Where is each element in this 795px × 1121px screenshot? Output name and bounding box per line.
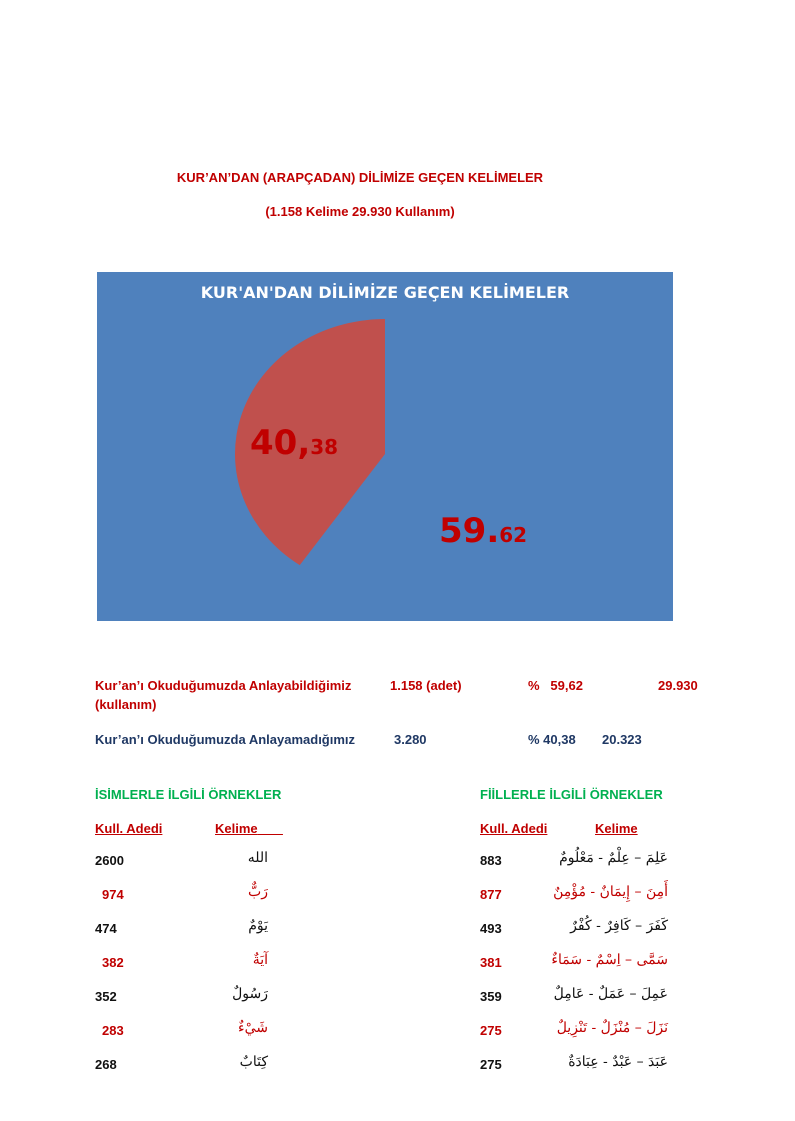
pie-label-main: 59. bbox=[439, 511, 500, 551]
noun-row-count: 974 bbox=[102, 887, 124, 902]
stat-row1-percent: % 59,62 bbox=[528, 678, 583, 693]
noun-row-word: الله bbox=[247, 850, 268, 866]
verb-row-word: عَلِمَ – عِلْمٌ - مَعْلُومٌ bbox=[559, 850, 668, 866]
verb-row-word: سَمَّى – اِسْمٌ - سَمَاءٌ bbox=[551, 952, 668, 968]
noun-row-word: يَوْمٌ bbox=[248, 918, 268, 934]
noun-row-word: آيَةٌ bbox=[252, 952, 268, 968]
pie-label-small: 38 bbox=[310, 435, 339, 459]
stat-row1-count: 1.158 (adet) bbox=[390, 678, 462, 693]
stat-row2-count: 3.280 bbox=[394, 732, 427, 747]
nouns-col-word-wrap bbox=[215, 821, 283, 836]
nouns-heading: İSİMLERLE İLGİLİ ÖRNEKLER bbox=[95, 787, 282, 802]
page-subtitle: (1.158 Kelime 29.930 Kullanım) bbox=[265, 204, 455, 219]
noun-row-count: 283 bbox=[102, 1023, 124, 1038]
noun-row-count: 352 bbox=[95, 989, 117, 1004]
noun-row-count: 268 bbox=[95, 1057, 117, 1072]
stat-row2-usage: 20.323 bbox=[602, 732, 642, 747]
chart-title: KUR'AN'DAN DİLİMİZE GEÇEN KELİMELER bbox=[200, 283, 570, 302]
verbs-col-count: Kull. Adedi bbox=[480, 821, 548, 836]
noun-row-word: كِتَابٌ bbox=[239, 1054, 268, 1070]
verb-row-count: 381 bbox=[480, 955, 502, 970]
page-title: KUR’AN’DAN (ARAPÇADAN) DİLİMİZE GEÇEN KELİMELER bbox=[176, 170, 544, 185]
nouns-col-word: Kelime bbox=[215, 821, 258, 836]
noun-row-count: 2600 bbox=[95, 853, 124, 868]
stat-row2-label: Kur’an’ı Okuduğumuzda Anlayamadığımız bbox=[95, 732, 356, 747]
verb-row-count: 359 bbox=[480, 989, 502, 1004]
verbs-col-word: Kelime bbox=[595, 821, 638, 836]
pie-label-small: 62 bbox=[499, 523, 528, 547]
noun-row-count: 382 bbox=[102, 955, 124, 970]
stat-row1-usage: 29.930 bbox=[658, 678, 698, 693]
verb-row-word: أَمِنَ – إِيمَانٌ - مُؤْمِنٌ bbox=[553, 884, 668, 900]
nouns-col-word-underline bbox=[258, 821, 283, 836]
noun-row-count: 474 bbox=[95, 921, 117, 936]
stat-row1-label-cont: (kullanım) bbox=[95, 697, 157, 712]
verb-row-count: 493 bbox=[480, 921, 502, 936]
verb-row-count: 275 bbox=[480, 1023, 502, 1038]
verb-row-count: 275 bbox=[480, 1057, 502, 1072]
verb-row-word: نَزَلَ – مُنْزَلٌ - تَنْزِيلٌ bbox=[556, 1020, 668, 1036]
verb-row-count: 877 bbox=[480, 887, 502, 902]
verb-row-word: عَبَدَ – عَبْدٌ - عِبَادَةٌ bbox=[568, 1054, 668, 1070]
verb-row-count: 883 bbox=[480, 853, 502, 868]
noun-row-word: رَبٌّ bbox=[248, 884, 268, 900]
verb-row-word: عَمِلَ – عَمَلٌ - عَامِلٌ bbox=[553, 986, 668, 1002]
noun-row-word: شَيْءٌ bbox=[238, 1020, 268, 1036]
verbs-heading: FİİLLERLE İLGİLİ ÖRNEKLER bbox=[480, 787, 663, 802]
nouns-col-count: Kull. Adedi bbox=[95, 821, 163, 836]
pie-chart bbox=[97, 272, 673, 621]
noun-row-word: رَسُولٌ bbox=[232, 986, 268, 1002]
stat-row1-label: Kur’an’ı Okuduğumuzda Anlayabildiğimiz bbox=[95, 678, 352, 693]
verb-row-word: كَفَرَ – كَافِرٌ - كُفْرٌ bbox=[570, 918, 668, 934]
stat-row2-percent: % 40,38 bbox=[528, 732, 576, 747]
pie-label-main: 40, bbox=[250, 423, 311, 463]
